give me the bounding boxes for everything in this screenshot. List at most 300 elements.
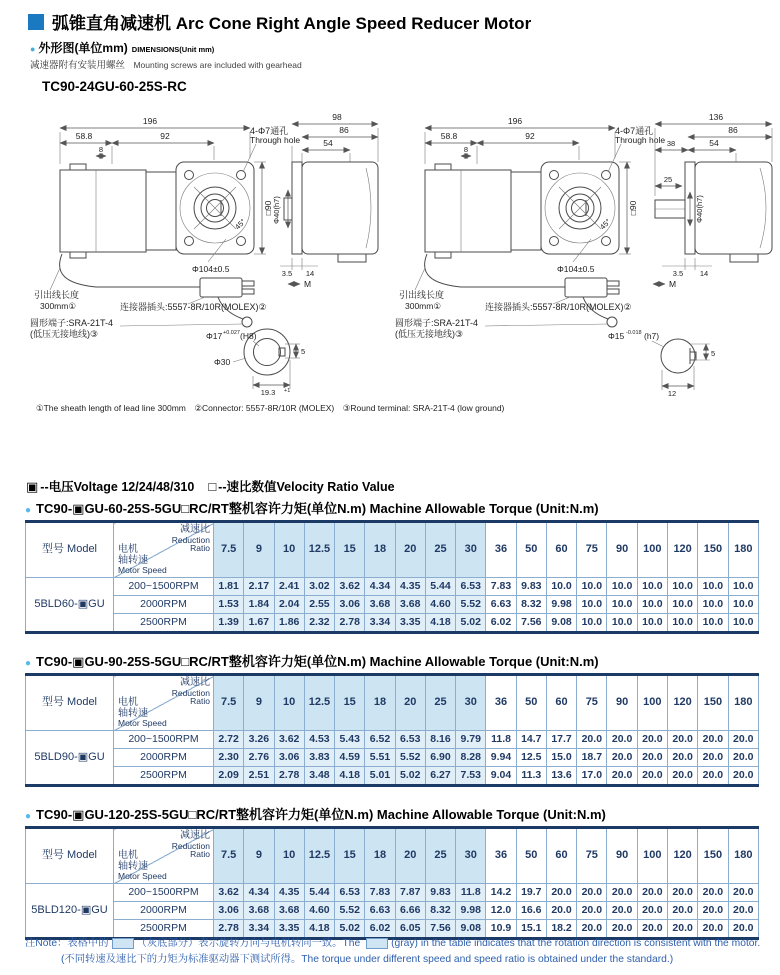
- torque-table-section: [25, 498, 759, 634]
- ratio-header-cell: 12.5: [304, 675, 334, 731]
- torque-value-cell: 20.0: [546, 884, 576, 902]
- dimensions-label-en: DIMENSIONS(Unit mm): [131, 45, 215, 54]
- ratio-header-cell: 9: [244, 828, 274, 884]
- torque-value-cell: 6.27: [425, 767, 455, 786]
- torque-value-cell: 5.43: [335, 731, 365, 749]
- table-title: [25, 804, 759, 823]
- torque-value-cell: 20.0: [607, 767, 637, 786]
- torque-value-cell: 20.0: [577, 731, 607, 749]
- torque-value-cell: 18.7: [577, 749, 607, 767]
- torque-value-cell: 20.0: [698, 902, 728, 920]
- dim-shaft-diameter: Φ40(h7): [695, 195, 704, 223]
- mounting-note: [30, 55, 302, 73]
- ratio-header-cell: 36: [486, 828, 516, 884]
- torque-table-section: [25, 804, 759, 940]
- ratio-header-cell: 180: [728, 675, 758, 731]
- dim-bore-width-tol: +1: [284, 388, 291, 394]
- motor-speed-label: 电机 轴转速 Motor Speed: [118, 544, 167, 576]
- torque-value-cell: 2.55: [304, 596, 334, 614]
- torque-value-cell: 2.78: [274, 767, 304, 786]
- dim-rear-length: 58.8: [75, 131, 93, 141]
- ratio-header-cell: 50: [516, 675, 546, 731]
- ratio-square-icon: □: [208, 479, 217, 494]
- torque-value-cell: 15.0: [546, 749, 576, 767]
- torque-value-cell: 5.02: [456, 614, 486, 633]
- torque-value-cell: 6.53: [395, 731, 425, 749]
- motor-speed-label: 电机 轴转速 Motor Speed: [118, 697, 167, 729]
- dimensions-label-zh: 外形图(单位mm): [38, 41, 128, 55]
- speed-cell: 200~1500RPM: [114, 578, 214, 596]
- torque-value-cell: 3.06: [274, 749, 304, 767]
- torque-value-cell: 20.0: [637, 902, 667, 920]
- motor-main-view: [30, 116, 311, 339]
- torque-value-cell: 4.34: [365, 578, 395, 596]
- ratio-header-cell: 120: [667, 675, 697, 731]
- torque-value-cell: 20.0: [607, 902, 637, 920]
- torque-value-cell: 6.52: [365, 731, 395, 749]
- torque-value-cell: 8.32: [516, 596, 546, 614]
- through-hole-label-zh: 4-Φ7通孔: [250, 126, 289, 136]
- torque-value-cell: 4.35: [395, 578, 425, 596]
- torque-value-cell: 20.0: [637, 731, 667, 749]
- torque-value-cell: 3.34: [365, 614, 395, 633]
- ratio-header-cell: 120: [667, 828, 697, 884]
- torque-value-cell: 20.0: [728, 767, 758, 786]
- torque-value-cell: 10.0: [728, 614, 758, 633]
- torque-value-cell: 10.0: [698, 614, 728, 633]
- torque-value-cell: 3.62: [335, 578, 365, 596]
- torque-value-cell: 6.53: [335, 884, 365, 902]
- torque-table: [25, 673, 759, 787]
- dim-bore: Φ17: [206, 331, 223, 341]
- torque-value-cell: 5.52: [456, 596, 486, 614]
- model-heading: TC90-24GU-60-25S-RC: [42, 79, 187, 94]
- torque-value-cell: 20.0: [728, 731, 758, 749]
- torque-value-cell: 9.94: [486, 749, 516, 767]
- torque-value-cell: 20.0: [667, 920, 697, 939]
- torque-value-cell: 20.0: [698, 767, 728, 786]
- footer-line1: [25, 936, 777, 952]
- footer-l1c: (gray) in the table indicates that the rotation direction is consistent with the motor.: [391, 938, 761, 949]
- dim-shaft-diameter: Φ40(h7): [272, 196, 281, 224]
- dim-mid-length: 92: [160, 131, 170, 141]
- drawing-footnote: ①The sheath length of lead line 300mm ②Connector: 5557-8R/10R (MOLEX) ③Round terminal: SRA-21T-4 (low ground): [36, 403, 505, 413]
- ratio-header-cell: 18: [365, 828, 395, 884]
- mounting-note-zh: 减速器附有安装用螺丝: [30, 60, 126, 71]
- torque-value-cell: 10.0: [698, 596, 728, 614]
- dim-angle: 45°: [233, 217, 248, 232]
- table-header-row: [26, 522, 759, 578]
- ratio-header-cell: 75: [577, 522, 607, 578]
- ratio-speed-diagonal-cell: [114, 522, 214, 578]
- torque-value-cell: 3.35: [395, 614, 425, 633]
- voltage-legend-text: --电压Voltage 12/24/48/310: [40, 480, 195, 494]
- ratio-header-cell: 75: [577, 675, 607, 731]
- dim-offset1: 3.5: [672, 269, 684, 278]
- torque-value-cell: 3.62: [214, 884, 244, 902]
- ratio-header-cell: 10: [274, 522, 304, 578]
- ratio-header-cell: 60: [546, 522, 576, 578]
- torque-value-cell: 7.83: [365, 884, 395, 902]
- torque-value-cell: 3.35: [274, 920, 304, 939]
- model-cell: 5BLD60-▣GU: [26, 578, 114, 633]
- torque-value-cell: 2.78: [214, 920, 244, 939]
- torque-value-cell: 2.32: [304, 614, 334, 633]
- torque-value-cell: 1.81: [214, 578, 244, 596]
- speed-cell: 2500RPM: [114, 767, 214, 786]
- torque-value-cell: 15.1: [516, 920, 546, 939]
- table-title-text: TC90-▣GU-90-25S-5GU□RC/RT整机容许力矩(单位N.m) Machine Allowable Torque (Unit:N.m): [36, 654, 599, 669]
- table-data-row: [26, 767, 759, 786]
- torque-value-cell: 16.6: [516, 902, 546, 920]
- ratio-header-cell: 100: [637, 675, 667, 731]
- torque-value-cell: 20.0: [728, 749, 758, 767]
- torque-value-cell: 9.04: [486, 767, 516, 786]
- torque-value-cell: 4.34: [244, 884, 274, 902]
- table-data-row: [26, 749, 759, 767]
- ratio-header-cell: 10: [274, 828, 304, 884]
- ratio-header-cell: 25: [425, 675, 455, 731]
- page-title: 弧锥直角减速机 Arc Cone Right Angle Speed Reducer Motor: [52, 14, 532, 33]
- torque-value-cell: 10.0: [607, 614, 637, 633]
- torque-value-cell: 4.18: [335, 767, 365, 786]
- torque-value-cell: 5.52: [335, 902, 365, 920]
- ratio-header-cell: 75: [577, 828, 607, 884]
- torque-value-cell: 6.05: [395, 920, 425, 939]
- dim-offset2: 14: [699, 269, 709, 278]
- torque-value-cell: 4.35: [274, 884, 304, 902]
- speed-cell: 200~1500RPM: [114, 884, 214, 902]
- torque-value-cell: 10.0: [607, 596, 637, 614]
- ratio-header-cell: 18: [365, 675, 395, 731]
- torque-value-cell: 10.0: [546, 578, 576, 596]
- torque-value-cell: 6.53: [456, 578, 486, 596]
- ratio-speed-diagonal-cell: [114, 675, 214, 731]
- torque-value-cell: 12.0: [486, 902, 516, 920]
- ratio-header-cell: 7.5: [214, 522, 244, 578]
- torque-value-cell: 20.0: [607, 731, 637, 749]
- torque-value-cell: 10.0: [637, 614, 667, 633]
- torque-value-cell: 10.0: [577, 578, 607, 596]
- ratio-header-cell: 36: [486, 675, 516, 731]
- speed-cell: 2500RPM: [114, 920, 214, 939]
- page-header: [28, 9, 531, 34]
- model-header-cell: 型号 Model: [26, 675, 114, 731]
- round-terminal-label: 圆形端子:SRA-21T-4: [30, 318, 114, 328]
- bullet-icon: ●: [30, 44, 36, 54]
- torque-value-cell: 18.2: [546, 920, 576, 939]
- torque-value-cell: 3.26: [244, 731, 274, 749]
- torque-value-cell: 4.60: [304, 902, 334, 920]
- torque-value-cell: 6.90: [425, 749, 455, 767]
- torque-value-cell: 20.0: [637, 884, 667, 902]
- model-cell: 5BLD120-▣GU: [26, 884, 114, 939]
- torque-value-cell: 5.44: [425, 578, 455, 596]
- dim-shaft-dia-fit: (h7): [644, 331, 660, 341]
- torque-value-cell: 4.59: [335, 749, 365, 767]
- torque-value-cell: 2.30: [214, 749, 244, 767]
- model-cell: 5BLD90-▣GU: [26, 731, 114, 786]
- dimensions-subtitle: [30, 39, 214, 56]
- torque-value-cell: 17.7: [546, 731, 576, 749]
- ratio-header-cell: 150: [698, 828, 728, 884]
- table-data-row: [26, 614, 759, 633]
- speed-cell: 2000RPM: [114, 902, 214, 920]
- torque-value-cell: 3.62: [274, 731, 304, 749]
- torque-value-cell: 2.41: [274, 578, 304, 596]
- torque-value-cell: 11.8: [456, 884, 486, 902]
- torque-value-cell: 14.2: [486, 884, 516, 902]
- dim-shaft-dia: Φ15: [608, 331, 625, 341]
- torque-value-cell: 11.8: [486, 731, 516, 749]
- torque-value-cell: 20.0: [607, 884, 637, 902]
- ratio-header-cell: 100: [637, 522, 667, 578]
- ratio-header-cell: 90: [607, 522, 637, 578]
- dim-side-front: 54: [323, 138, 333, 148]
- dim-bore-fit: (H8): [240, 331, 257, 341]
- table-data-row: [26, 731, 759, 749]
- torque-value-cell: 6.63: [486, 596, 516, 614]
- torque-value-cell: 10.0: [667, 578, 697, 596]
- ratio-header-cell: 150: [698, 675, 728, 731]
- torque-value-cell: 9.08: [456, 920, 486, 939]
- torque-value-cell: 20.0: [667, 749, 697, 767]
- right-drawing-shaft-detail: [608, 330, 715, 396]
- footer-l1a: 注Note：表格中的: [25, 938, 109, 949]
- mounting-note-en: Mounting screws are included with gearhead: [133, 60, 302, 70]
- torque-value-cell: 12.5: [516, 749, 546, 767]
- table-data-row: [26, 578, 759, 596]
- ratio-header-cell: 7.5: [214, 828, 244, 884]
- dim-bolt-circle: Φ104±0.5: [192, 264, 230, 274]
- ratio-header-cell: 120: [667, 522, 697, 578]
- reduction-ratio-label: 减速比 Reduction Ratio: [171, 830, 210, 860]
- motor-speed-label: 电机 轴转速 Motor Speed: [118, 850, 167, 882]
- torque-value-cell: 1.39: [214, 614, 244, 633]
- torque-value-cell: 10.0: [728, 596, 758, 614]
- torque-value-cell: 2.72: [214, 731, 244, 749]
- connector-label: 连接器插头:5557-8R/10R(MOLEX)②: [120, 302, 267, 312]
- right-drawing-side-view: [655, 112, 772, 278]
- torque-value-cell: 5.02: [335, 920, 365, 939]
- torque-value-cell: 20.0: [698, 749, 728, 767]
- torque-value-cell: 2.51: [244, 767, 274, 786]
- ratio-header-cell: 15: [335, 828, 365, 884]
- torque-value-cell: 10.0: [577, 596, 607, 614]
- ratio-header-cell: 15: [335, 522, 365, 578]
- torque-value-cell: 7.56: [425, 920, 455, 939]
- ratio-header-cell: 20: [395, 522, 425, 578]
- torque-value-cell: 10.0: [667, 596, 697, 614]
- footer-note: [25, 936, 777, 968]
- dim-side-front: 54: [709, 138, 719, 148]
- torque-value-cell: 3.68: [274, 902, 304, 920]
- torque-value-cell: 5.51: [365, 749, 395, 767]
- table-title-text: TC90-▣GU-60-25S-5GU□RC/RT整机容许力矩(单位N.m) Machine Allowable Torque (Unit:N.m): [36, 501, 599, 516]
- speed-cell: 2000RPM: [114, 749, 214, 767]
- dim-shaft-dia-tol: -0.018: [626, 330, 642, 336]
- torque-value-cell: 7.53: [456, 767, 486, 786]
- torque-value-cell: 4.53: [304, 731, 334, 749]
- dim-square-flange: □90: [263, 200, 273, 216]
- dim-offset1: 3.5: [281, 269, 293, 278]
- torque-value-cell: 20.0: [637, 920, 667, 939]
- torque-tables-container: [25, 498, 759, 957]
- dim-total-length: 196: [142, 116, 158, 126]
- torque-value-cell: 9.08: [546, 614, 576, 633]
- dim-side-total: 98: [332, 112, 342, 122]
- torque-value-cell: 20.0: [667, 731, 697, 749]
- torque-value-cell: 5.44: [304, 884, 334, 902]
- dimension-drawings: [0, 98, 780, 396]
- torque-value-cell: 7.83: [486, 578, 516, 596]
- footer-l1b: （灰底部分）表示旋转方向与电机转向一致。The: [136, 938, 361, 949]
- dim-key-height: 5: [301, 347, 306, 356]
- ratio-speed-diagonal-cell: [114, 828, 214, 884]
- dim-step: 8: [98, 145, 104, 154]
- torque-value-cell: 8.16: [425, 731, 455, 749]
- torque-value-cell: 10.0: [698, 578, 728, 596]
- ratio-header-cell: 30: [456, 675, 486, 731]
- bullet-icon: ●: [25, 811, 32, 822]
- table-data-row: [26, 902, 759, 920]
- torque-value-cell: 6.66: [395, 902, 425, 920]
- ratio-header-cell: 12.5: [304, 522, 334, 578]
- torque-value-cell: 10.0: [577, 614, 607, 633]
- ratio-header-cell: 60: [546, 675, 576, 731]
- torque-value-cell: 1.53: [214, 596, 244, 614]
- table-data-row: [26, 596, 759, 614]
- torque-value-cell: 8.28: [456, 749, 486, 767]
- symbol-legend: [26, 477, 395, 495]
- torque-value-cell: 3.68: [365, 596, 395, 614]
- torque-value-cell: 2.09: [214, 767, 244, 786]
- round-terminal-label2: (低压无接地线)③: [30, 329, 99, 339]
- bullet-icon: ●: [25, 505, 32, 516]
- torque-value-cell: 17.0: [577, 767, 607, 786]
- dim-outer: Φ30: [214, 357, 231, 367]
- torque-value-cell: 10.0: [667, 614, 697, 633]
- torque-value-cell: 9.98: [456, 902, 486, 920]
- torque-table: [25, 520, 759, 634]
- bullet-icon: ●: [25, 658, 32, 669]
- torque-value-cell: 20.0: [607, 749, 637, 767]
- torque-value-cell: 20.0: [637, 767, 667, 786]
- torque-value-cell: 10.0: [637, 578, 667, 596]
- table-title: [25, 498, 759, 517]
- torque-value-cell: 3.68: [244, 902, 274, 920]
- lead-wire-label-zh: 引出线长度: [34, 290, 80, 300]
- right-drawing-main-view: [395, 116, 676, 339]
- speed-cell: 200~1500RPM: [114, 731, 214, 749]
- torque-value-cell: 20.0: [607, 920, 637, 939]
- left-drawing-bore-detail: [206, 329, 305, 396]
- ratio-header-cell: 12.5: [304, 828, 334, 884]
- torque-value-cell: 9.98: [546, 596, 576, 614]
- torque-value-cell: 20.0: [577, 920, 607, 939]
- torque-value-cell: 2.78: [335, 614, 365, 633]
- dim-shaft-gap: 38: [666, 139, 676, 148]
- torque-value-cell: 20.0: [698, 731, 728, 749]
- torque-value-cell: 2.17: [244, 578, 274, 596]
- ratio-header-cell: 9: [244, 675, 274, 731]
- ratio-header-cell: 7.5: [214, 675, 244, 731]
- through-hole-label-en: Through hole: [250, 135, 301, 145]
- speed-cell: 2500RPM: [114, 614, 214, 633]
- torque-value-cell: 10.9: [486, 920, 516, 939]
- ratio-header-cell: 30: [456, 828, 486, 884]
- torque-value-cell: 3.06: [335, 596, 365, 614]
- table-title: [25, 651, 759, 670]
- ratio-header-cell: 90: [607, 675, 637, 731]
- torque-value-cell: 8.32: [425, 902, 455, 920]
- ratio-header-cell: 180: [728, 828, 758, 884]
- torque-value-cell: 4.18: [304, 920, 334, 939]
- torque-value-cell: 1.67: [244, 614, 274, 633]
- dim-side-body: 86: [339, 125, 349, 135]
- torque-value-cell: 10.0: [728, 578, 758, 596]
- ratio-header-cell: 150: [698, 522, 728, 578]
- torque-value-cell: 20.0: [728, 902, 758, 920]
- shaded-cell-swatch: [366, 938, 388, 949]
- torque-value-cell: 3.34: [244, 920, 274, 939]
- torque-value-cell: 3.02: [304, 578, 334, 596]
- torque-value-cell: 13.6: [546, 767, 576, 786]
- ratio-header-cell: 30: [456, 522, 486, 578]
- ratio-header-cell: 180: [728, 522, 758, 578]
- table-data-row: [26, 884, 759, 902]
- ratio-header-cell: 90: [607, 828, 637, 884]
- torque-table: [25, 826, 759, 940]
- torque-value-cell: 7.56: [516, 614, 546, 633]
- dim-shaft-length: 25: [663, 175, 673, 184]
- torque-value-cell: 20.0: [637, 749, 667, 767]
- torque-value-cell: 6.63: [365, 902, 395, 920]
- blue-square-icon: [28, 14, 44, 30]
- dim-key-height: 5: [711, 349, 716, 358]
- lead-wire-length: 300mm①: [40, 301, 76, 311]
- table-title-text: TC90-▣GU-120-25S-5GU□RC/RT整机容许力矩(单位N.m) Machine Allowable Torque (Unit:N.m): [36, 807, 606, 822]
- ratio-header-cell: 50: [516, 522, 546, 578]
- torque-value-cell: 11.3: [516, 767, 546, 786]
- torque-value-cell: 20.0: [698, 884, 728, 902]
- torque-value-cell: 6.02: [486, 614, 516, 633]
- torque-value-cell: 20.0: [667, 902, 697, 920]
- torque-value-cell: 10.0: [607, 578, 637, 596]
- ratio-legend-text: --速比数值Velocity Ratio Value: [218, 480, 395, 494]
- model-header-cell: 型号 Model: [26, 522, 114, 578]
- torque-value-cell: 19.7: [516, 884, 546, 902]
- ratio-header-cell: 36: [486, 522, 516, 578]
- speed-cell: 2000RPM: [114, 596, 214, 614]
- ratio-header-cell: 20: [395, 828, 425, 884]
- reduction-ratio-label: 减速比 Reduction Ratio: [171, 677, 210, 707]
- ratio-header-cell: 60: [546, 828, 576, 884]
- torque-value-cell: 3.48: [304, 767, 334, 786]
- torque-value-cell: 7.87: [395, 884, 425, 902]
- torque-value-cell: 20.0: [577, 884, 607, 902]
- torque-value-cell: 20.0: [667, 884, 697, 902]
- dim-offset2: 14: [305, 269, 315, 278]
- torque-value-cell: 9.79: [456, 731, 486, 749]
- torque-value-cell: 5.02: [395, 767, 425, 786]
- torque-value-cell: 2.04: [274, 596, 304, 614]
- torque-value-cell: 20.0: [667, 767, 697, 786]
- ratio-header-cell: 18: [365, 522, 395, 578]
- torque-table-section: [25, 651, 759, 787]
- torque-value-cell: 1.84: [244, 596, 274, 614]
- torque-value-cell: 4.18: [425, 614, 455, 633]
